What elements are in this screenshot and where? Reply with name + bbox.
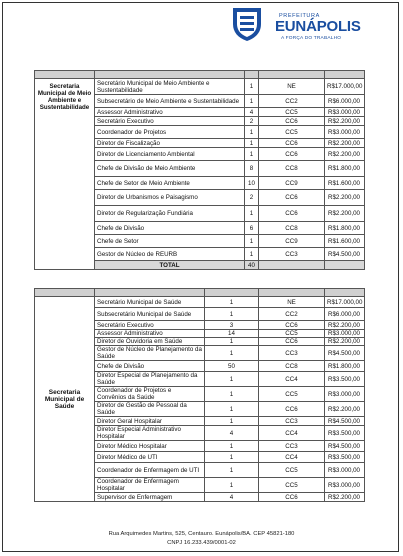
salary-cell: R$2.200,00: [325, 402, 365, 417]
quantity-cell: 1: [245, 126, 259, 139]
salary-cell: R$2.200,00: [325, 148, 365, 161]
table-saude: [34, 288, 365, 502]
footer-address: Rua Arquimedes Martins, 525, Centauro. Eunápolis/BA. CEP 45821-180: [108, 531, 295, 537]
symbol-cell: CC9: [259, 235, 325, 248]
quantity-cell: 1: [205, 417, 259, 426]
symbol-cell: CC3: [259, 441, 325, 452]
symbol-cell: CC6: [259, 190, 325, 206]
salary-cell: R$3.000,00: [325, 330, 365, 338]
symbol-cell: CC4: [259, 452, 325, 463]
symbol-cell: CC5: [259, 108, 325, 117]
cargo-cell: Secretário Municipal de Meio Ambiente e Sustentabilidade: [95, 79, 245, 95]
symbol-cell: CC6: [259, 206, 325, 222]
salary-cell: R$4.500,00: [325, 346, 365, 361]
salary-cell: R$2.200,00: [325, 190, 365, 206]
logo-small-text: PREFEITURA: [279, 13, 320, 19]
quantity-cell: 1: [245, 95, 259, 108]
cargo-cell: Diretor de Ouvidoria em Saúde: [95, 338, 205, 346]
total-empty-cell: [325, 261, 365, 270]
quantity-cell: 1: [245, 139, 259, 148]
salary-cell: R$3.500,00: [325, 426, 365, 441]
table-meio-ambiente: [34, 70, 365, 270]
symbol-cell: CC6: [259, 338, 325, 346]
quantity-cell: 2: [245, 117, 259, 126]
symbol-cell: CC6: [259, 117, 325, 126]
salary-cell: R$2.200,00: [325, 139, 365, 148]
sector-name: Secretaria Municipal de Saúde: [35, 297, 95, 502]
salary-cell: R$3.000,00: [325, 463, 365, 478]
symbol-cell: CC6: [259, 139, 325, 148]
cargo-cell: Assessor Administrativo: [95, 330, 205, 338]
salary-cell: R$2.200,00: [325, 206, 365, 222]
cargo-cell: Diretor de Licenciamento Ambiental: [95, 148, 245, 161]
cargo-cell: Diretor Médico de UTI: [95, 452, 205, 463]
quantity-cell: 4: [205, 426, 259, 441]
quantity-cell: 2: [245, 190, 259, 206]
cargo-cell: Diretor Especial Administrativo Hospitalar: [95, 426, 205, 441]
cargo-cell: Diretor de Urbanismos e Paisagismo: [95, 190, 245, 206]
table-header-row: [35, 71, 365, 79]
quantity-cell: 1: [205, 372, 259, 387]
quantity-cell: 1: [205, 452, 259, 463]
symbol-cell: CC6: [259, 493, 325, 502]
table-row: [35, 297, 365, 308]
salary-cell: R$4.500,00: [325, 248, 365, 261]
quantity-cell: 1: [245, 248, 259, 261]
cargo-cell: Coordenador de Projetos: [95, 126, 245, 139]
prefeitura-logo: [229, 4, 369, 44]
salary-cell: R$4.500,00: [325, 441, 365, 452]
salary-cell: R$2.200,00: [325, 338, 365, 346]
logo-city-name: EUNÁPOLIS: [275, 18, 361, 35]
cargo-cell: Chefe de Setor: [95, 235, 245, 248]
symbol-cell: NE: [259, 79, 325, 95]
salary-cell: R$3.500,00: [325, 372, 365, 387]
symbol-cell: CC5: [259, 126, 325, 139]
symbol-cell: CC5: [259, 387, 325, 402]
quantity-cell: 10: [245, 177, 259, 190]
salary-cell: R$1.600,00: [325, 177, 365, 190]
salary-cell: R$17.000,00: [325, 79, 365, 95]
cargo-cell: Subsecretário Municipal de Saúde: [95, 308, 205, 321]
salary-cell: R$3.000,00: [325, 126, 365, 139]
quantity-cell: 4: [205, 493, 259, 502]
quantity-cell: 1: [245, 206, 259, 222]
quantity-cell: 1: [205, 297, 259, 308]
cargo-cell: Chefe de Divisão de Meio Ambiente: [95, 161, 245, 177]
cargo-cell: Secretário Executivo: [95, 117, 245, 126]
symbol-cell: CC4: [259, 426, 325, 441]
cargo-cell: Gestor de Núcleo de REURB: [95, 248, 245, 261]
quantity-cell: 3: [205, 321, 259, 330]
salary-cell: R$1.800,00: [325, 361, 365, 372]
cargo-cell: Assessor Administrativo: [95, 108, 245, 117]
quantity-cell: 1: [205, 441, 259, 452]
cargo-cell: Gestor de Núcleo de Planejamento da Saúde: [95, 346, 205, 361]
salary-cell: R$6.000,00: [325, 95, 365, 108]
quantity-cell: 1: [205, 338, 259, 346]
total-label: TOTAL: [95, 261, 245, 270]
cargo-cell: Chefe de Divisão: [95, 222, 245, 235]
sector-name: Secretaria Municipal de Meio Ambiente e Sustentabilidade: [35, 79, 95, 270]
cargo-cell: Chefe de Setor de Meio Ambiente: [95, 177, 245, 190]
symbol-cell: CC3: [259, 248, 325, 261]
logo-slogan: A FORÇA DO TRABALHO: [281, 36, 342, 41]
symbol-cell: CC8: [259, 222, 325, 235]
salary-cell: R$6.000,00: [325, 308, 365, 321]
quantity-cell: 50: [205, 361, 259, 372]
symbol-cell: CC6: [259, 402, 325, 417]
symbol-cell: CC6: [259, 148, 325, 161]
cargo-cell: Coordenador de Enfermagem de UTI: [95, 463, 205, 478]
cargo-cell: Subsecretário de Meio Ambiente e Sustentabilidade: [95, 95, 245, 108]
quantity-cell: 14: [205, 330, 259, 338]
salary-cell: R$3.000,00: [325, 108, 365, 117]
quantity-cell: 6: [245, 222, 259, 235]
symbol-cell: CC8: [259, 161, 325, 177]
total-value: 40: [245, 261, 259, 270]
quantity-cell: 1: [205, 308, 259, 321]
salary-cell: R$3.000,00: [325, 387, 365, 402]
cargo-cell: Diretor Especial de Planejamento da Saúde: [95, 372, 205, 387]
symbol-cell: CC2: [259, 95, 325, 108]
quantity-cell: 1: [205, 346, 259, 361]
salary-cell: R$17.000,00: [325, 297, 365, 308]
salary-cell: R$1.800,00: [325, 161, 365, 177]
footer-cnpj: CNPJ 16.233.439/0001-02: [167, 540, 236, 546]
total-empty-cell: [259, 261, 325, 270]
salary-cell: R$4.500,00: [325, 417, 365, 426]
symbol-cell: CC2: [259, 308, 325, 321]
salary-cell: R$2.200,00: [325, 493, 365, 502]
quantity-cell: 8: [245, 161, 259, 177]
table-row: [35, 79, 365, 95]
table-header-row: [35, 289, 365, 297]
cargo-cell: Diretor de Regularização Fundiária: [95, 206, 245, 222]
quantity-cell: 1: [205, 478, 259, 493]
salary-cell: R$2.200,00: [325, 321, 365, 330]
symbol-cell: CC5: [259, 463, 325, 478]
cargo-cell: Diretor de Fiscalização: [95, 139, 245, 148]
cargo-cell: Secretário Executivo: [95, 321, 205, 330]
salary-cell: R$1.800,00: [325, 222, 365, 235]
quantity-cell: 4: [245, 108, 259, 117]
quantity-cell: 1: [245, 148, 259, 161]
symbol-cell: CC6: [259, 321, 325, 330]
symbol-cell: CC5: [259, 330, 325, 338]
salary-cell: R$3.000,00: [325, 478, 365, 493]
cargo-cell: Supervisor de Enfermagem: [95, 493, 205, 502]
salary-cell: R$1.600,00: [325, 235, 365, 248]
cargo-cell: Coordenador de Projetos e Convênios da Saúde: [95, 387, 205, 402]
symbol-cell: CC3: [259, 346, 325, 361]
symbol-cell: CC3: [259, 417, 325, 426]
symbol-cell: CC8: [259, 361, 325, 372]
quantity-cell: 1: [205, 463, 259, 478]
cargo-cell: Secretário Municipal de Saúde: [95, 297, 205, 308]
quantity-cell: 1: [205, 387, 259, 402]
cargo-cell: Diretor Médico Hospitalar: [95, 441, 205, 452]
salary-cell: R$2.200,00: [325, 117, 365, 126]
cargo-cell: Chefe de Divisão: [95, 361, 205, 372]
cargo-cell: Diretor Geral Hospitalar: [95, 417, 205, 426]
salary-cell: R$3.500,00: [325, 452, 365, 463]
cargo-cell: Diretor de Gestão de Pessoal da Saúde: [95, 402, 205, 417]
symbol-cell: CC9: [259, 177, 325, 190]
quantity-cell: 1: [245, 79, 259, 95]
cargo-cell: Coordenador de Enfermagem Hospitalar: [95, 478, 205, 493]
symbol-cell: NE: [259, 297, 325, 308]
quantity-cell: 1: [245, 235, 259, 248]
quantity-cell: 1: [205, 402, 259, 417]
symbol-cell: CC5: [259, 478, 325, 493]
crest-icon: [229, 4, 265, 42]
symbol-cell: CC4: [259, 372, 325, 387]
